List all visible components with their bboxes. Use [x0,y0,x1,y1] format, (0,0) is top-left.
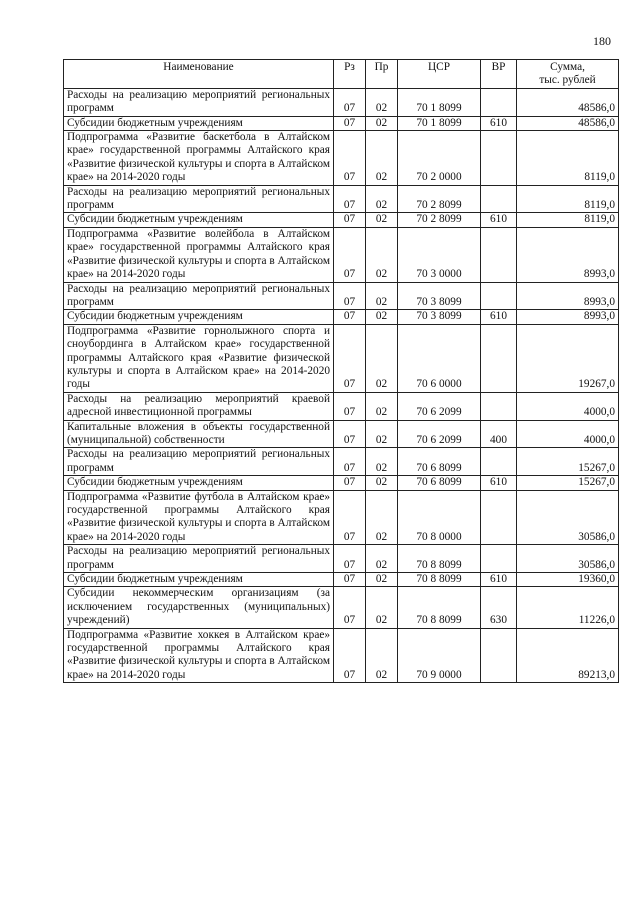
row-pr: 02 [366,310,398,324]
row-pr: 02 [366,490,398,545]
row-csr: 70 9 0000 [398,628,481,683]
table-row [64,213,619,227]
row-name: Подпрограмма «Развитие баскетбола в Алтайском крае» государственной программы Алтайского края «Развитие физической культуры и спорта в Алтайском крае» на 2014-2020 годы [64,131,334,186]
row-name: Расходы на реализацию мероприятий региональных программ [64,448,334,476]
row-vr: 610 [481,116,517,130]
row-pr: 02 [366,628,398,683]
row-vr: 400 [481,420,517,448]
row-sum: 4000,0 [517,420,619,448]
row-csr: 70 6 8099 [398,448,481,476]
row-rz: 07 [334,420,366,448]
row-rz: 07 [334,448,366,476]
row-sum: 8993,0 [517,227,619,282]
row-sum: 89213,0 [517,628,619,683]
header-sum-line1: Сумма, [550,61,585,73]
row-vr [481,448,517,476]
row-name: Субсидии некоммерческим организациям (за исключением государственных (муниципальных) учреждений) [64,587,334,628]
row-sum: 19360,0 [517,573,619,587]
row-vr [481,185,517,213]
row-csr: 70 2 0000 [398,131,481,186]
row-pr: 02 [366,448,398,476]
row-name: Расходы на реализацию мероприятий региональных программ [64,545,334,573]
row-sum: 30586,0 [517,490,619,545]
table-row [64,476,619,490]
row-sum: 15267,0 [517,448,619,476]
row-pr: 02 [366,392,398,420]
table-row [64,545,619,573]
row-pr: 02 [366,227,398,282]
row-pr: 02 [366,476,398,490]
row-rz: 07 [334,324,366,392]
row-name: Подпрограмма «Развитие волейбола в Алтайском крае» государственной программы Алтайского края «Развитие физической культуры и спорта в Алтайском крае» на 2014-2020 годы [64,227,334,282]
row-csr: 70 6 0000 [398,324,481,392]
row-sum: 8119,0 [517,213,619,227]
row-csr: 70 3 8099 [398,282,481,310]
row-csr: 70 1 8099 [398,116,481,130]
row-vr [481,324,517,392]
row-csr: 70 1 8099 [398,88,481,116]
row-vr: 610 [481,573,517,587]
row-sum: 30586,0 [517,545,619,573]
row-sum: 8119,0 [517,131,619,186]
row-rz: 07 [334,476,366,490]
table-row [64,392,619,420]
header-sum-line2: тыс. рублей [539,74,596,87]
row-pr: 02 [366,185,398,213]
header-vr: ВР [481,60,517,89]
row-csr: 70 6 2099 [398,392,481,420]
row-csr: 70 6 8099 [398,476,481,490]
row-pr: 02 [366,282,398,310]
table-row [64,131,619,186]
row-sum: 8993,0 [517,310,619,324]
table-row [64,587,619,628]
table-row [64,420,619,448]
row-rz: 07 [334,116,366,130]
row-rz: 07 [334,282,366,310]
table-header-row [64,60,619,89]
budget-table [63,59,619,683]
header-csr: ЦСР [398,60,481,89]
row-sum: 8119,0 [517,185,619,213]
row-csr: 70 8 8099 [398,587,481,628]
row-rz: 07 [334,573,366,587]
row-csr: 70 3 0000 [398,227,481,282]
row-vr [481,88,517,116]
row-sum: 4000,0 [517,392,619,420]
row-rz: 07 [334,213,366,227]
row-sum: 48586,0 [517,116,619,130]
row-name: Субсидии бюджетным учреждениям [64,116,334,130]
row-csr: 70 2 8099 [398,185,481,213]
row-pr: 02 [366,131,398,186]
row-pr: 02 [366,88,398,116]
row-rz: 07 [334,131,366,186]
row-rz: 07 [334,545,366,573]
row-vr [481,628,517,683]
table-row [64,573,619,587]
row-csr: 70 6 2099 [398,420,481,448]
table-row [64,310,619,324]
row-name: Подпрограмма «Развитие футбола в Алтайском крае» государственной программы Алтайского края «Развитие физической культуры и спорта в Алтайском крае» на 2014-2020 годы [64,490,334,545]
row-rz: 07 [334,88,366,116]
row-rz: 07 [334,185,366,213]
row-name: Расходы на реализацию мероприятий региональных программ [64,282,334,310]
row-sum: 15267,0 [517,476,619,490]
row-rz: 07 [334,628,366,683]
table-row [64,227,619,282]
row-vr: 610 [481,310,517,324]
row-vr [481,545,517,573]
row-csr: 70 8 0000 [398,490,481,545]
row-pr: 02 [366,545,398,573]
row-name: Субсидии бюджетным учреждениям [64,213,334,227]
row-vr [481,227,517,282]
row-sum: 19267,0 [517,324,619,392]
table-row [64,88,619,116]
row-name: Субсидии бюджетным учреждениям [64,573,334,587]
row-csr: 70 8 8099 [398,545,481,573]
header-pr: Пр [366,60,398,89]
row-sum: 11226,0 [517,587,619,628]
row-pr: 02 [366,587,398,628]
row-name: Подпрограмма «Развитие хоккея в Алтайском крае» государственной программы Алтайского края «Развитие физической культуры и спорта в Алтайском крае» на 2014-2020 годы [64,628,334,683]
row-rz: 07 [334,227,366,282]
row-name: Расходы на реализацию мероприятий региональных программ [64,88,334,116]
row-vr [481,282,517,310]
row-csr: 70 8 8099 [398,573,481,587]
row-sum: 48586,0 [517,88,619,116]
table-row [64,185,619,213]
row-name: Субсидии бюджетным учреждениям [64,310,334,324]
row-name: Подпрограмма «Развитие горнолыжного спорта и сноубординга в Алтайском крае» государственной программы Алтайского края «Развитие физической культуры и спорта в Алтайском крае» на 2014-2020 годы [64,324,334,392]
page-number: 180 [593,34,611,48]
table-row [64,628,619,683]
header-rz: Рз [334,60,366,89]
row-name: Расходы на реализацию мероприятий краевой адресной инвестиционной программы [64,392,334,420]
table-row [64,282,619,310]
header-sum [517,60,619,89]
row-csr: 70 2 8099 [398,213,481,227]
row-pr: 02 [366,213,398,227]
row-pr: 02 [366,324,398,392]
row-vr [481,392,517,420]
row-rz: 07 [334,310,366,324]
row-name: Субсидии бюджетным учреждениям [64,476,334,490]
header-name: Наименование [64,60,334,89]
table-row [64,490,619,545]
row-pr: 02 [366,573,398,587]
row-vr [481,490,517,545]
row-pr: 02 [366,420,398,448]
row-rz: 07 [334,587,366,628]
row-name: Капитальные вложения в объекты государственной (муниципальной) собственности [64,420,334,448]
row-name: Расходы на реализацию мероприятий региональных программ [64,185,334,213]
row-vr: 610 [481,213,517,227]
row-rz: 07 [334,490,366,545]
table-row [64,116,619,130]
row-pr: 02 [366,116,398,130]
row-vr: 610 [481,476,517,490]
row-vr [481,131,517,186]
row-sum: 8993,0 [517,282,619,310]
row-vr: 630 [481,587,517,628]
table-row [64,324,619,392]
row-rz: 07 [334,392,366,420]
table-row [64,448,619,476]
row-csr: 70 3 8099 [398,310,481,324]
